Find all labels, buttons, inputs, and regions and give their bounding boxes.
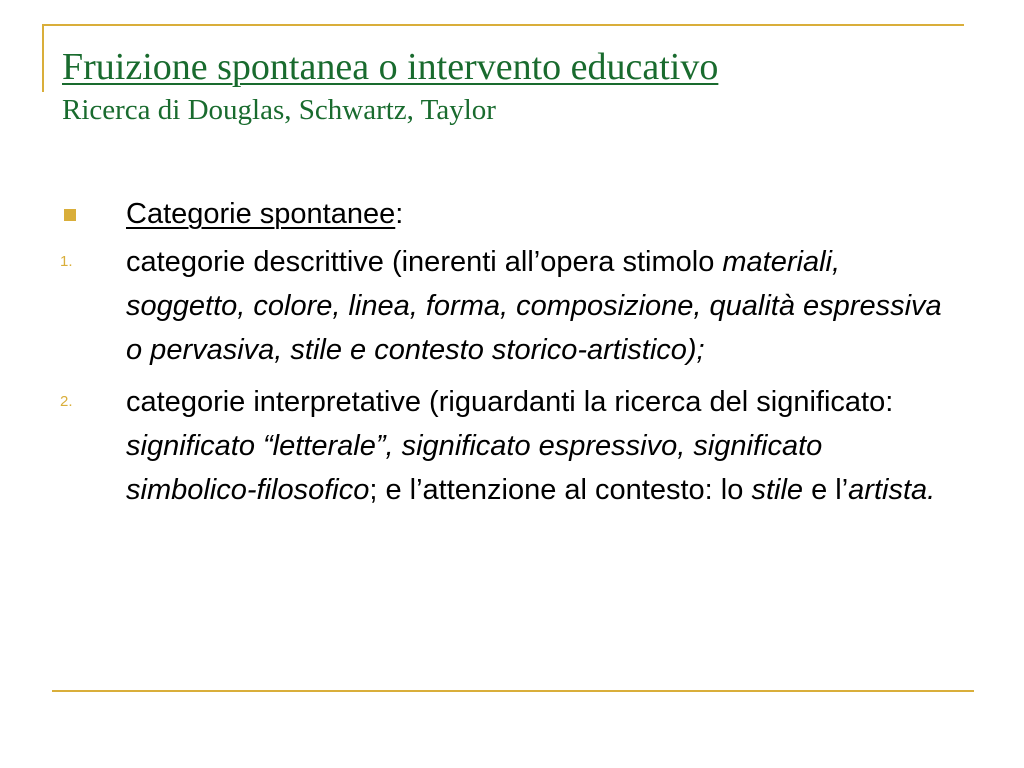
item-number: 2. <box>60 393 73 410</box>
slide-title: Fruizione spontanea o intervento educativo <box>62 46 719 88</box>
slide-subtitle: Ricerca di Douglas, Schwartz, Taylor <box>62 94 496 126</box>
item-text: e l’ <box>803 474 849 506</box>
numbered-item-1 <box>60 240 960 372</box>
item-italic-text: stile <box>751 474 804 506</box>
item-number: 1. <box>60 253 73 270</box>
bullet-heading: Categorie spontanee <box>126 198 396 230</box>
item-italic-text: artista. <box>848 474 936 506</box>
item-italic-text: significato “letterale”, significato espressivo, significato simbolico-filosofico <box>126 430 823 506</box>
frame-left-line <box>42 24 44 92</box>
item-italic-text: materiali, soggetto, colore, linea, forma, composizione, qualità espressiva o pervasiva, stile e contesto storico-artistico); <box>126 246 942 366</box>
bullet-item <box>60 192 960 236</box>
frame-top-line <box>42 24 964 26</box>
frame-bottom-line <box>52 690 974 692</box>
item-text: categorie interpretative (riguardanti la ricerca del significato: <box>126 386 894 418</box>
title-block <box>62 44 962 128</box>
numbered-item-2 <box>60 380 960 512</box>
square-bullet-icon <box>64 209 76 221</box>
slide-content <box>60 192 960 512</box>
item-text: categorie descrittive (inerenti all’opera stimolo <box>126 246 723 278</box>
item-text: ; e l’attenzione al contesto: lo <box>369 474 752 506</box>
bullet-colon: : <box>395 198 404 230</box>
